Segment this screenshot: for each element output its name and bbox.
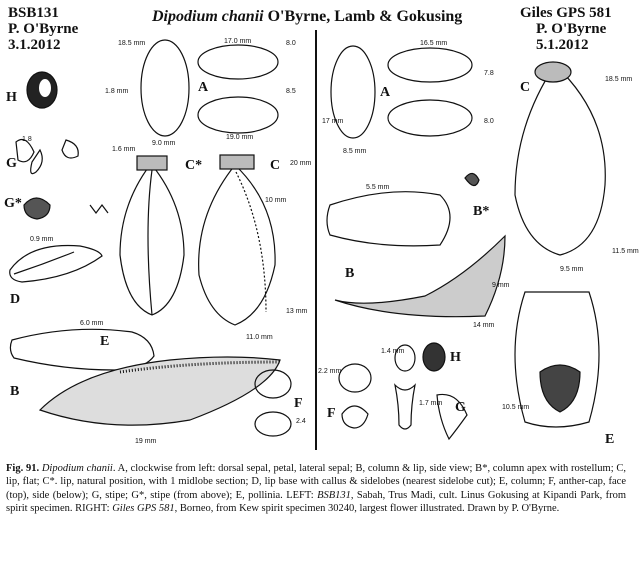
meas-18: 16.5 mm [420,40,448,47]
meas-11: 20 mm [290,160,312,167]
label-A-left: A [198,80,209,95]
meas-6: 9.0 mm [152,140,176,147]
label-H-right: H [450,350,461,365]
meas-8: 1.8 [22,136,32,143]
label-G-right: G [455,400,466,415]
column-right [327,192,450,246]
meas-20: 8.0 [484,118,494,125]
meas-26: 9.5 mm [560,266,584,273]
label-E-right: E [605,432,615,447]
right-date: 5.1.2012 [536,37,589,53]
meas-25: 11.5 mm [612,248,639,255]
meas-14: 11.0 mm [246,334,273,341]
label-F-right: F [327,406,336,421]
meas-29: 2.2 mm [318,368,342,375]
caption-text-1: . A, clockwise from left: dorsal sepal, petal, lateral sepal; B, column & lip, side view; B*, column apex with rostellum; C, lip, flat; C*. lip, natural position, with 1 midlobe section; D, lip base with callus & sidelobes (nearest sidelobe cut); E, column; F, anther-cap, face (top), side (below); G, stipe; G*, stipe (from above); E, pollinia. LEFT: [6,463,626,501]
plate-title [152,8,462,26]
meas-28: 9 mm [492,282,510,289]
lip-natural [120,165,184,315]
meas-13: 6.0 mm [80,320,104,327]
meas-22: 8.5 mm [343,148,367,155]
meas-21: 17 mm [322,118,344,125]
meas-27: 14 mm [473,322,495,329]
meas-15: 13 mm [286,308,308,315]
left-specimen-id: BSB131 [8,5,59,21]
meas-10: 0.9 mm [30,236,54,243]
meas-4: 8.5 [286,88,296,95]
label-G-star: G* [4,196,22,211]
left-collector: P. O'Byrne [8,21,79,37]
meas-12: 10 mm [265,197,287,204]
meas-19: 7.8 [484,70,494,77]
meas-2: 17.0 mm [224,38,252,45]
caption-text-2: , Sabah, Trus Madi, cult. Linus Gokusing at Kipandi Park, from spirit specimen. RIGHT: [6,489,626,515]
meas-23: 18.5 mm [605,76,633,83]
lip-flat-left [199,165,275,325]
lateral-sepal-right [388,100,472,136]
petal-left [198,45,278,79]
title-authors: O'Byrne, Lamb & Gokusing [263,8,463,25]
petal-right [388,48,472,82]
meas-16: 19 mm [135,438,157,445]
meas-9: 1.6 mm [112,146,136,153]
right-specimen-id: Giles GPS 581 [520,5,612,21]
left-date: 3.1.2012 [8,37,61,53]
meas-5: 19.0 mm [226,134,254,141]
column-left [10,329,154,370]
label-B-star: B* [473,204,490,219]
meas-32: 10.5 mm [502,404,530,411]
caption-fig-label: Fig. 91. [6,463,40,474]
label-A-right: A [380,85,391,100]
lip-side-right [335,236,505,317]
caption-text-3: , Borneo, from Kew spirit specimen 30240, largest flower illustrated. Drawn by P. O'Byrne. [174,503,560,515]
label-B-right: B [345,266,355,281]
lip-side-left [40,357,280,425]
rostellum [465,173,479,185]
anther-cap-right [339,364,371,392]
meas-7: 1.8 mm [105,88,129,95]
figure-caption [6,462,626,516]
meas-24: 5.5 mm [366,184,390,191]
dorsal-sepal-left [141,40,189,136]
caption-right-specimen: Giles GPS 581 [112,503,175,515]
stipe-top-left [24,198,50,219]
lip-base [10,246,102,283]
caption-left-specimen: BSB131 [317,489,351,501]
label-B-left: B [10,384,20,399]
label-C-right: C [520,80,531,95]
meas-30: 1.4 mm [381,348,405,355]
title-species: Dipodium chanii [152,8,264,25]
stipe-left [16,140,78,174]
lateral-sepal-left [198,97,278,133]
label-F-left: F [294,396,303,411]
meas-31: 1.7 mm [419,400,443,407]
caption-species: Dipodium chanii [41,463,113,474]
panel-divider [315,30,317,450]
label-E-left: E [100,334,110,349]
right-collector: P. O'Byrne [536,21,607,37]
meas-3: 8.0 [286,40,296,47]
meas-1: 18.5 mm [118,40,146,47]
label-G-left: G [6,156,17,171]
label-C-star: C* [185,158,203,173]
meas-17: 2.4 [296,418,306,425]
stipe-right [395,385,415,429]
label-H-left: H [6,90,17,105]
label-C-left: C [270,158,281,173]
label-D: D [10,292,21,307]
